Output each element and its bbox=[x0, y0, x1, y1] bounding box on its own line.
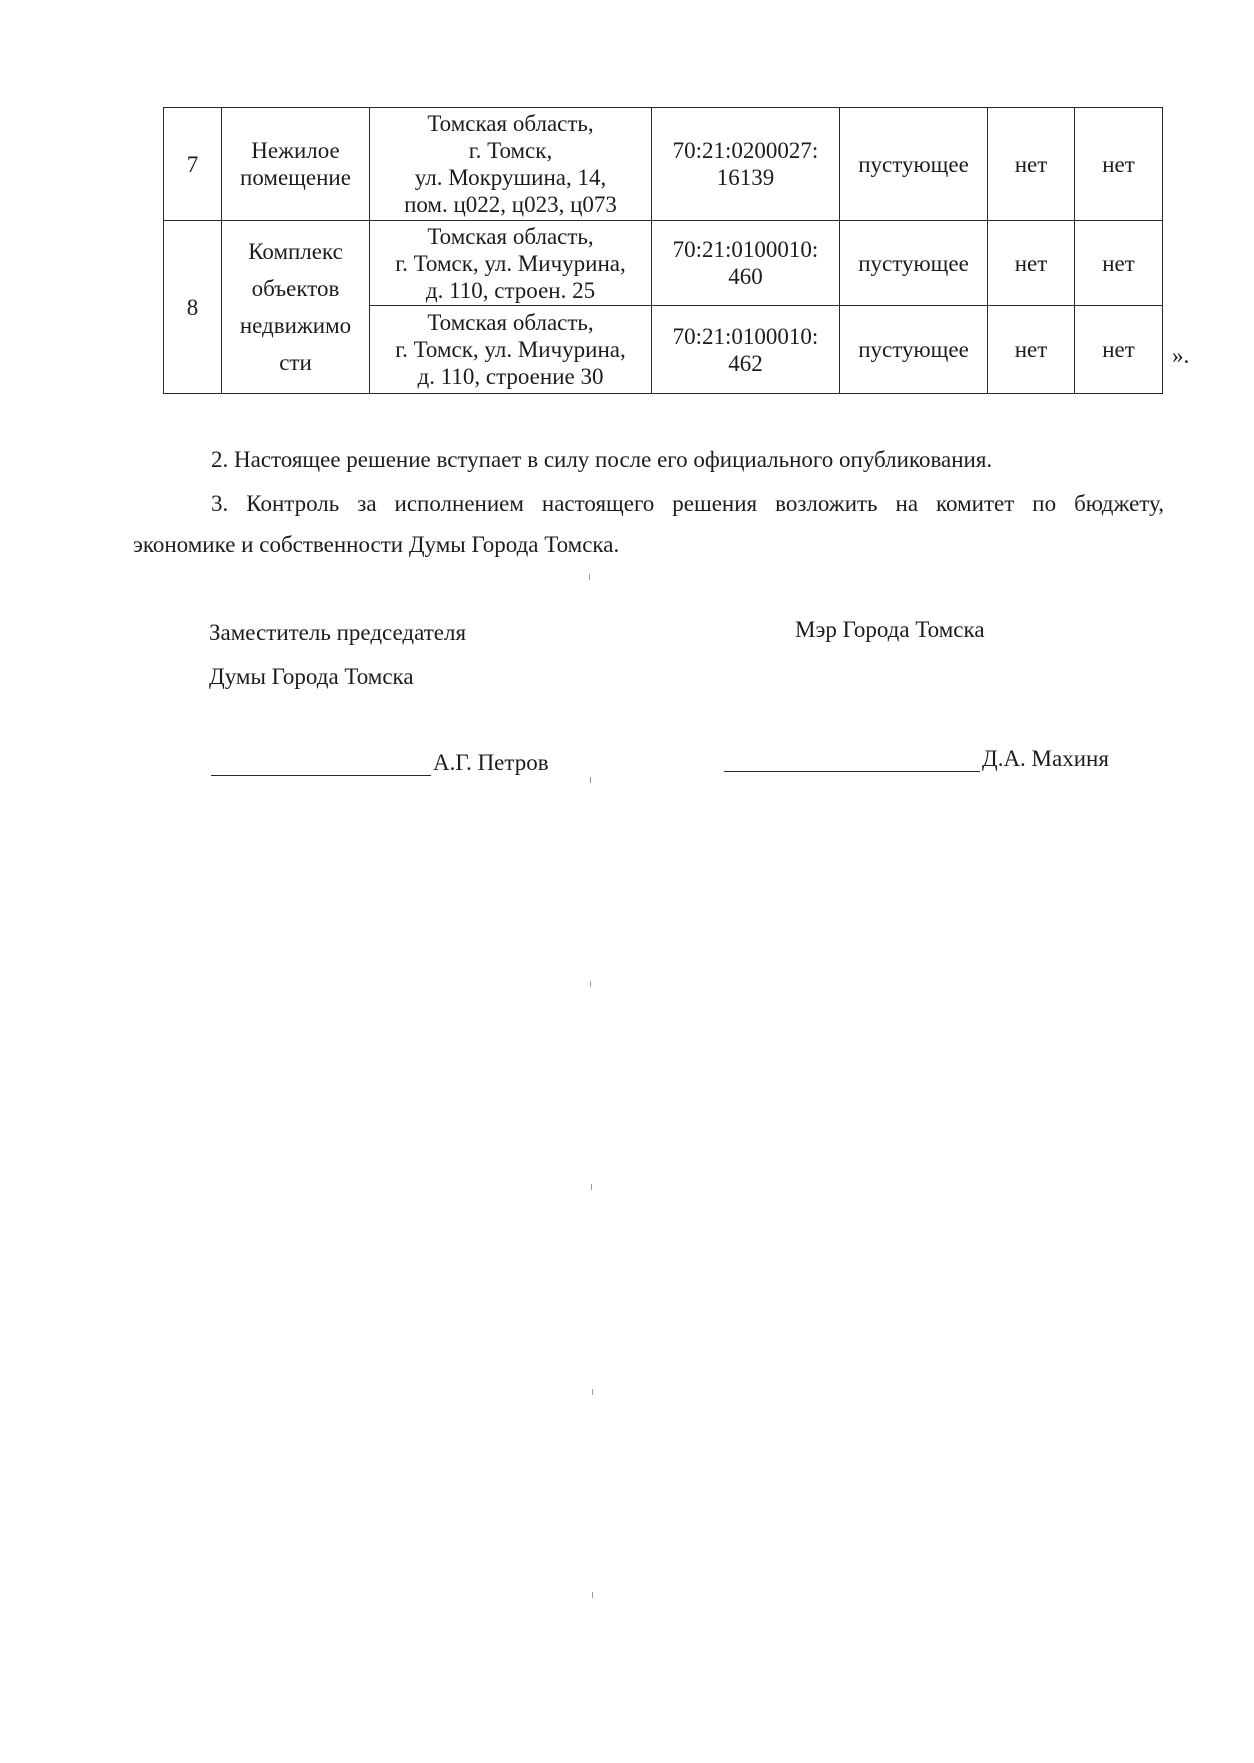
closing-quote: ». bbox=[1172, 343, 1190, 368]
object-status: пустующее bbox=[840, 108, 988, 221]
restriction-cell: нет bbox=[1075, 221, 1163, 306]
left-signatory-name: А.Г. Петров bbox=[433, 750, 549, 775]
encumbrance-cell: нет bbox=[988, 108, 1075, 221]
paragraph-2: 2. Настоящее решение вступает в силу после его официального опубликования. bbox=[211, 447, 993, 472]
row-number: 8 bbox=[164, 221, 222, 394]
table-row bbox=[164, 221, 1163, 306]
left-signatory-title: Заместитель председателя bbox=[209, 620, 467, 645]
restriction-cell: нет bbox=[1075, 108, 1163, 221]
right-signature-line bbox=[724, 771, 980, 772]
object-status: пустующее bbox=[840, 306, 988, 394]
scan-speck bbox=[591, 1184, 592, 1190]
scan-speck bbox=[590, 981, 591, 987]
left-signature-line bbox=[211, 775, 431, 776]
cadastral-number: 70:21:0200027: 16139 bbox=[652, 108, 840, 221]
scan-speck bbox=[592, 1592, 593, 1598]
paragraph-3-line-2: экономике и собственности Думы Города Томска. bbox=[133, 532, 620, 557]
left-signatory-title-2: Думы Города Томска bbox=[209, 664, 414, 689]
object-name: Комплекс объектов недвижимо сти bbox=[222, 221, 370, 394]
restriction-cell: нет bbox=[1075, 306, 1163, 394]
cadastral-number: 70:21:0100010: 460 bbox=[652, 221, 840, 306]
paragraph-3-line-1: 3. Контроль за исполнением настоящего решения возложить на комитет по бюджету, bbox=[211, 491, 1164, 516]
right-signatory-name: Д.А. Махиня bbox=[982, 746, 1109, 771]
object-address: Томская область, г. Томск, ул. Мичурина, д. 110, строен. 25 bbox=[370, 221, 652, 306]
cadastral-number: 70:21:0100010: 462 bbox=[652, 306, 840, 394]
object-status: пустующее bbox=[840, 221, 988, 306]
right-signatory-title: Мэр Города Томска bbox=[795, 617, 985, 642]
scan-speck bbox=[590, 777, 591, 783]
encumbrance-cell: нет bbox=[988, 221, 1075, 306]
row-number: 7 bbox=[164, 108, 222, 221]
object-address: Томская область, г. Томск, ул. Мичурина, д. 110, строение 30 bbox=[370, 306, 652, 394]
table-row bbox=[164, 108, 1163, 221]
scan-speck bbox=[592, 1389, 593, 1395]
object-address: Томская область, г. Томск, ул. Мокрушина, 14, пом. ц022, ц023, ц073 bbox=[370, 108, 652, 221]
property-table bbox=[163, 107, 1163, 394]
scan-speck bbox=[589, 574, 590, 580]
encumbrance-cell: нет bbox=[988, 306, 1075, 394]
object-name: Нежилое помещение bbox=[222, 108, 370, 221]
